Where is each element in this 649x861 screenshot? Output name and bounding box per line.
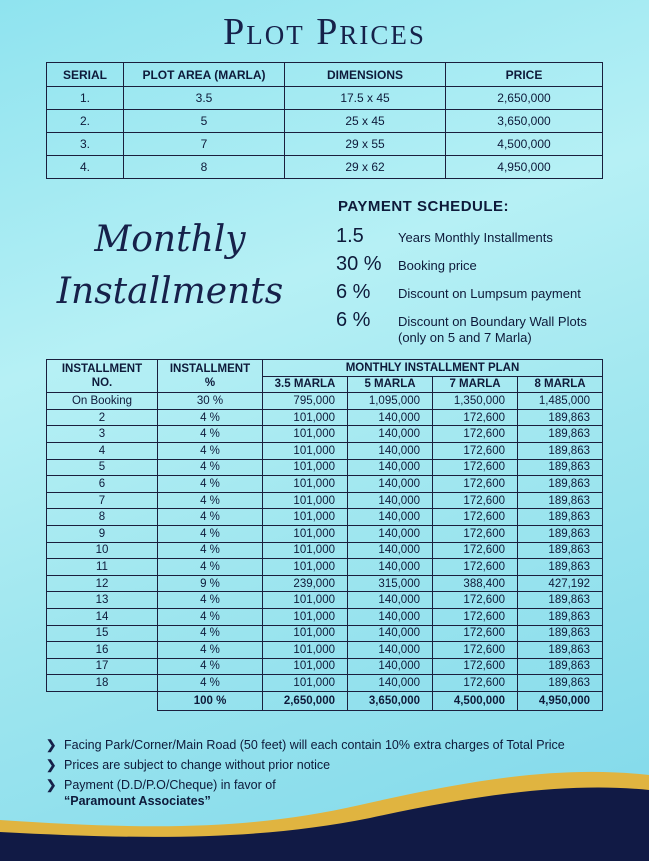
cell-amount-5: 140,000 — [348, 525, 433, 542]
header-installment-no — [47, 360, 158, 393]
cell-amount-7: 172,600 — [433, 426, 518, 443]
header-installment-pct — [158, 360, 263, 393]
heading-line2: Installments — [56, 271, 284, 312]
cell-amount-3-5: 101,000 — [263, 492, 348, 509]
cell-installment-pct: 4 % — [158, 559, 263, 576]
cell-amount-7: 172,600 — [433, 476, 518, 493]
cell-installment-no: 12 — [47, 575, 158, 592]
plot-prices-table — [46, 62, 603, 179]
cell-installment-pct: 4 % — [158, 675, 263, 692]
cell-amount-7: 172,600 — [433, 542, 518, 559]
installment-row — [47, 409, 603, 426]
cell-amount-7: 172,600 — [433, 525, 518, 542]
header-installment-pct-line1: INSTALLMENT — [169, 363, 251, 376]
cell-amount-8: 189,863 — [518, 642, 603, 659]
plot-cell-price: 3,650,000 — [446, 110, 603, 133]
schedule-item — [336, 252, 636, 280]
installment-row — [47, 426, 603, 443]
cell-installment-pct: 4 % — [158, 442, 263, 459]
cell-amount-7: 172,600 — [433, 675, 518, 692]
installment-row — [47, 393, 603, 410]
plot-cell-dimensions: 29 x 62 — [285, 156, 446, 179]
cell-amount-8: 189,863 — [518, 675, 603, 692]
installment-row — [47, 642, 603, 659]
cell-amount-8: 189,863 — [518, 525, 603, 542]
cell-amount-3-5: 795,000 — [263, 393, 348, 410]
note-item — [46, 777, 636, 809]
cell-amount-3-5: 101,000 — [263, 592, 348, 609]
cell-installment-no: On Booking — [47, 393, 158, 410]
cell-amount-7: 172,600 — [433, 492, 518, 509]
cell-installment-pct: 4 % — [158, 525, 263, 542]
plot-table-header — [47, 63, 603, 87]
cell-amount-7: 172,600 — [433, 642, 518, 659]
note-text — [64, 777, 276, 809]
cell-installment-no: 5 — [47, 459, 158, 476]
plot-row — [47, 110, 603, 133]
note-item — [46, 737, 636, 753]
cell-amount-8: 189,863 — [518, 476, 603, 493]
cell-installment-pct: 4 % — [158, 476, 263, 493]
total-blank — [47, 691, 158, 710]
schedule-value: 6 % — [336, 281, 371, 303]
cell-installment-pct: 4 % — [158, 542, 263, 559]
schedule-item — [336, 308, 636, 345]
header-dimensions: DIMENSIONS — [285, 63, 446, 87]
arrow-right-icon: ❯ — [46, 758, 57, 772]
cell-amount-5: 140,000 — [348, 608, 433, 625]
installment-row — [47, 509, 603, 526]
schedule-desc: Discount on Lumpsum payment — [398, 286, 581, 301]
schedule-desc: Years Monthly Installments — [398, 230, 553, 245]
cell-amount-7: 172,600 — [433, 592, 518, 609]
cell-installment-pct: 4 % — [158, 658, 263, 675]
plot-cell-plot-area: 8 — [124, 156, 285, 179]
cell-installment-pct: 4 % — [158, 492, 263, 509]
cell-installment-pct: 4 % — [158, 459, 263, 476]
cell-installment-pct: 4 % — [158, 409, 263, 426]
installment-row — [47, 442, 603, 459]
cell-amount-3-5: 101,000 — [263, 426, 348, 443]
arrow-right-icon: ❯ — [46, 738, 57, 752]
plot-row — [47, 87, 603, 110]
cell-amount-5: 140,000 — [348, 559, 433, 576]
schedule-desc: Booking price — [398, 258, 477, 273]
cell-amount-3-5: 101,000 — [263, 675, 348, 692]
cell-amount-3-5: 101,000 — [263, 608, 348, 625]
cell-installment-no: 4 — [47, 442, 158, 459]
cell-amount-3-5: 101,000 — [263, 459, 348, 476]
header-size-7: 7 MARLA — [433, 376, 518, 393]
plot-row — [47, 133, 603, 156]
schedule-item — [336, 280, 636, 308]
schedule-desc-line1: Discount on Boundary Wall Plots — [398, 314, 587, 329]
cell-amount-3-5: 101,000 — [263, 658, 348, 675]
header-plot-area: PLOT AREA (MARLA) — [124, 63, 285, 87]
installment-row — [47, 542, 603, 559]
plot-cell-serial: 4. — [47, 156, 124, 179]
arrow-right-icon: ❯ — [46, 778, 57, 792]
cell-installment-no: 15 — [47, 625, 158, 642]
cell-amount-8: 189,863 — [518, 625, 603, 642]
cell-amount-7: 388,400 — [433, 575, 518, 592]
installment-row — [47, 492, 603, 509]
plot-cell-plot-area: 3.5 — [124, 87, 285, 110]
cell-amount-8: 189,863 — [518, 442, 603, 459]
cell-amount-8: 189,863 — [518, 592, 603, 609]
cell-installment-no: 2 — [47, 409, 158, 426]
plot-cell-serial: 1. — [47, 87, 124, 110]
cell-installment-pct: 4 % — [158, 608, 263, 625]
plot-cell-price: 4,950,000 — [446, 156, 603, 179]
cell-installment-no: 11 — [47, 559, 158, 576]
cell-amount-3-5: 101,000 — [263, 625, 348, 642]
schedule-value: 1.5 — [336, 225, 364, 247]
monthly-installments-heading — [40, 214, 300, 318]
cell-amount-5: 140,000 — [348, 442, 433, 459]
cell-amount-5: 315,000 — [348, 575, 433, 592]
plot-cell-price: 4,500,000 — [446, 133, 603, 156]
cell-amount-5: 140,000 — [348, 459, 433, 476]
cell-amount-8: 189,863 — [518, 459, 603, 476]
installment-row — [47, 658, 603, 675]
header-size-3-5: 3.5 MARLA — [263, 376, 348, 393]
plot-cell-plot-area: 7 — [124, 133, 285, 156]
cell-amount-7: 172,600 — [433, 409, 518, 426]
header-price: PRICE — [446, 63, 603, 87]
header-installment-no-line1: INSTALLMENT — [61, 363, 143, 376]
cell-amount-5: 140,000 — [348, 426, 433, 443]
header-installment-pct-line2: % — [204, 377, 216, 390]
header-size-5: 5 MARLA — [348, 376, 433, 393]
cell-installment-no: 14 — [47, 608, 158, 625]
installment-row — [47, 559, 603, 576]
cell-amount-7: 172,600 — [433, 559, 518, 576]
cell-amount-8: 189,863 — [518, 426, 603, 443]
cell-amount-5: 140,000 — [348, 476, 433, 493]
cell-amount-7: 172,600 — [433, 658, 518, 675]
payment-schedule-title: PAYMENT SCHEDULE: — [338, 198, 510, 215]
cell-amount-3-5: 101,000 — [263, 442, 348, 459]
cell-amount-5: 140,000 — [348, 625, 433, 642]
cell-installment-no: 13 — [47, 592, 158, 609]
cell-amount-8: 189,863 — [518, 542, 603, 559]
installment-row — [47, 525, 603, 542]
total-3-5: 2,650,000 — [263, 691, 348, 710]
note-text: Facing Park/Corner/Main Road (50 feet) will each contain 10% extra charges of Total Price — [64, 738, 565, 752]
cell-amount-8: 189,863 — [518, 409, 603, 426]
total-pct: 100 % — [158, 691, 263, 710]
cell-amount-5: 1,095,000 — [348, 393, 433, 410]
cell-amount-3-5: 101,000 — [263, 476, 348, 493]
schedule-value: 6 % — [336, 309, 371, 331]
note-text: Prices are subject to change without prior notice — [64, 758, 331, 772]
cell-amount-3-5: 239,000 — [263, 575, 348, 592]
page-title: Plot Prices — [223, 11, 426, 53]
cell-amount-5: 140,000 — [348, 592, 433, 609]
cell-amount-8: 427,192 — [518, 575, 603, 592]
note-item — [46, 757, 636, 773]
cell-amount-3-5: 101,000 — [263, 525, 348, 542]
schedule-item — [336, 224, 636, 252]
cell-amount-5: 140,000 — [348, 658, 433, 675]
cell-amount-5: 140,000 — [348, 509, 433, 526]
total-row — [47, 691, 603, 710]
cell-amount-3-5: 101,000 — [263, 509, 348, 526]
cell-installment-pct: 4 % — [158, 592, 263, 609]
cell-amount-7: 172,600 — [433, 459, 518, 476]
cell-amount-7: 172,600 — [433, 625, 518, 642]
plot-cell-plot-area: 5 — [124, 110, 285, 133]
cell-amount-8: 189,863 — [518, 559, 603, 576]
installment-row — [47, 675, 603, 692]
plot-cell-serial: 3. — [47, 133, 124, 156]
cell-installment-pct: 9 % — [158, 575, 263, 592]
cell-amount-5: 140,000 — [348, 542, 433, 559]
plot-row — [47, 156, 603, 179]
cell-amount-8: 189,863 — [518, 492, 603, 509]
cell-installment-no: 16 — [47, 642, 158, 659]
note-payment: Payment (D.D/P.O/Cheque) in favor of — [64, 778, 276, 792]
cell-installment-no: 7 — [47, 492, 158, 509]
total-8: 4,950,000 — [518, 691, 603, 710]
cell-amount-5: 140,000 — [348, 675, 433, 692]
cell-installment-no: 6 — [47, 476, 158, 493]
cell-installment-pct: 4 % — [158, 509, 263, 526]
notes-list — [46, 737, 636, 813]
cell-installment-no: 3 — [47, 426, 158, 443]
cell-amount-8: 189,863 — [518, 509, 603, 526]
cell-installment-no: 18 — [47, 675, 158, 692]
cell-amount-5: 140,000 — [348, 492, 433, 509]
cell-installment-pct: 4 % — [158, 642, 263, 659]
payment-schedule-list — [336, 224, 636, 345]
cell-amount-7: 172,600 — [433, 509, 518, 526]
schedule-desc-line2: (only on 5 and 7 Marla) — [398, 330, 532, 345]
cell-amount-3-5: 101,000 — [263, 642, 348, 659]
cell-installment-no: 17 — [47, 658, 158, 675]
cell-installment-pct: 4 % — [158, 426, 263, 443]
header-serial: SERIAL — [47, 63, 124, 87]
installment-row — [47, 592, 603, 609]
payee-name: “Paramount Associates” — [64, 794, 211, 808]
cell-amount-3-5: 101,000 — [263, 409, 348, 426]
cell-amount-7: 172,600 — [433, 608, 518, 625]
header-size-8: 8 MARLA — [518, 376, 603, 393]
cell-amount-7: 1,350,000 — [433, 393, 518, 410]
installment-row — [47, 608, 603, 625]
cell-amount-3-5: 101,000 — [263, 542, 348, 559]
installment-row — [47, 625, 603, 642]
cell-installment-pct: 4 % — [158, 625, 263, 642]
cell-amount-8: 189,863 — [518, 608, 603, 625]
installment-row — [47, 459, 603, 476]
cell-installment-pct: 30 % — [158, 393, 263, 410]
installment-row — [47, 476, 603, 493]
cell-amount-8: 1,485,000 — [518, 393, 603, 410]
cell-amount-5: 140,000 — [348, 409, 433, 426]
installment-row — [47, 575, 603, 592]
total-5: 3,650,000 — [348, 691, 433, 710]
total-7: 4,500,000 — [433, 691, 518, 710]
cell-installment-no: 8 — [47, 509, 158, 526]
cell-amount-5: 140,000 — [348, 642, 433, 659]
header-monthly-plan: MONTHLY INSTALLMENT PLAN — [263, 360, 603, 377]
cell-installment-no: 9 — [47, 525, 158, 542]
header-installment-no-line2: NO. — [91, 377, 113, 390]
cell-amount-3-5: 101,000 — [263, 559, 348, 576]
plot-cell-serial: 2. — [47, 110, 124, 133]
plot-cell-dimensions: 17.5 x 45 — [285, 87, 446, 110]
plot-cell-dimensions: 25 x 45 — [285, 110, 446, 133]
plot-cell-price: 2,650,000 — [446, 87, 603, 110]
schedule-desc — [398, 308, 587, 346]
cell-amount-8: 189,863 — [518, 658, 603, 675]
schedule-value: 30 % — [336, 253, 382, 275]
heading-line1: Monthly — [94, 219, 246, 260]
plot-cell-dimensions: 29 x 55 — [285, 133, 446, 156]
installment-table — [46, 359, 603, 711]
cell-amount-7: 172,600 — [433, 442, 518, 459]
cell-installment-no: 10 — [47, 542, 158, 559]
